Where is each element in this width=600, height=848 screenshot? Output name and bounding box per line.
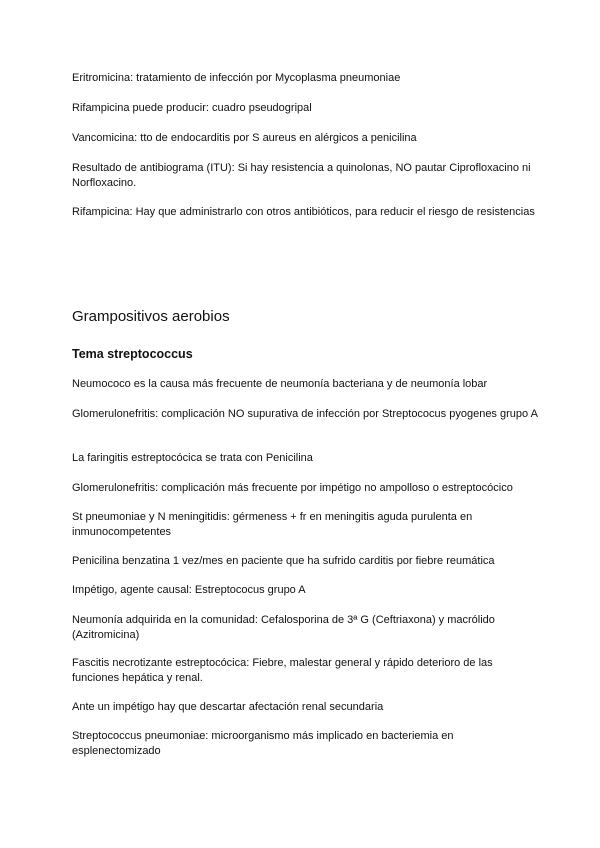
note-antibiograma-itu: Resultado de antibiograma (ITU): Si hay resistencia a quinolonas, NO pautar Ciprofloxacino ni Norfloxacino. xyxy=(72,162,531,189)
note-penicilina-benzatina: Penicilina benzatina 1 vez/mes en paciente que ha sufrido carditis por fiebre reumática xyxy=(72,555,495,567)
note-eritromicina: Eritromicina: tratamiento de infección por Mycoplasma pneumoniae xyxy=(72,72,401,84)
note-fascitis: Fascitis necrotizante estreptocócica: Fiebre, malestar general y rápido deterioro de las funciones hepática y renal. xyxy=(72,657,493,684)
subsection-heading: Tema streptococcus xyxy=(72,347,193,361)
note-glomerulonefritis-impetigo: Glomerulonefritis: complicación más frecuente por impétigo no ampolloso o estreptocócico xyxy=(72,482,513,494)
note-impetigo-renal: Ante un impétigo hay que descartar afectación renal secundaria xyxy=(72,701,384,713)
note-neumococo: Neumococo es la causa más frecuente de neumonía bacteriana y de neumonía lobar xyxy=(72,378,488,390)
note-bacteriemia-esplenectomizado: Streptococcus pneumoniae: microorganismo más implicado en bacteriemia en esplenectomizado xyxy=(72,730,454,757)
note-glomerulonefritis-supurativa: Glomerulonefritis: complicación NO supurativa de infección por Streptococus pyogenes grupo A xyxy=(72,408,538,420)
note-meningitis: St pneumoniae y N meningitidis: gérmeness + fr en meningitis aguda purulenta en inmunocompetentes xyxy=(72,511,473,538)
note-faringitis: La faringitis estreptocócica se trata con Penicilina xyxy=(72,452,313,464)
note-vancomicina: Vancomicina: tto de endocarditis por S aureus en alérgicos a penicilina xyxy=(72,132,417,144)
note-neumonia-comunidad: Neumonía adquirida en la comunidad: Cefalosporina de 3ª G (Ceftriaxona) y macrólido (Azitromicina) xyxy=(72,614,495,641)
section-heading: Grampositivos aerobios xyxy=(72,308,230,325)
note-impetigo-agente: Impétigo, agente causal: Estreptococus grupo A xyxy=(72,584,306,596)
note-rifampicina-pseudogripal: Rifampicina puede producir: cuadro pseudogripal xyxy=(72,102,312,114)
note-rifampicina-resistencias: Rifampicina: Hay que administrarlo con otros antibióticos, para reducir el riesgo de resistencias xyxy=(72,206,535,218)
